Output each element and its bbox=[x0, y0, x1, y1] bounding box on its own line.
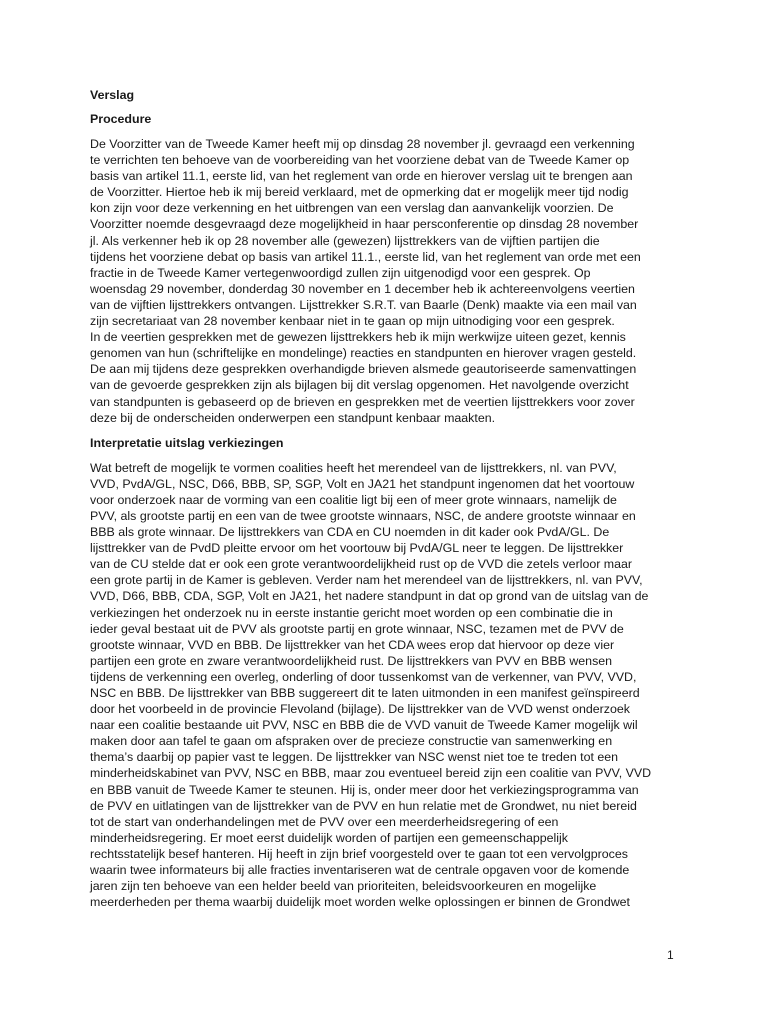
text-line: basis van artikel 11.1, eerste lid, van het reglement van orde en hierover verslag uit te brengen aan bbox=[90, 169, 633, 184]
paragraph-procedure bbox=[90, 136, 683, 426]
paragraph-interpretatie bbox=[90, 460, 683, 911]
document-title: Verslag bbox=[90, 88, 135, 102]
text-line: de Voorzitter. Hiertoe heb ik mij bereid verklaard, met de opmerking dat er mogelijk meer tijd nodig bbox=[90, 185, 629, 200]
text-line: VVD, D66, BBB, CDA, SGP, Volt en JA21, het nadere standpunt in dat op grond van de uitslag van de bbox=[90, 589, 649, 604]
section-heading-procedure: Procedure bbox=[90, 112, 152, 126]
text-line: en BBB vanuit de Tweede Kamer te steunen. Hij is, onder meer door het verkiezingsprogramma van bbox=[90, 782, 639, 797]
text-line: meerderheden per thema waarbij duidelijk moet worden welke oplossingen er binnen de Grondwet bbox=[90, 895, 630, 910]
text-line: een grote partij in de Kamer is gebleven. Verder nam het merendeel van de lijsttrekkers, nl. van PVV, bbox=[90, 573, 643, 588]
text-line: voor onderzoek naar de vorming van een coalitie ligt bij een of meer grote winnaars, namelijk de bbox=[90, 492, 617, 507]
text-line: thema’s daarbij op papier vast te leggen. De lijsttrekker van NSC wenst niet toe te treden tot een bbox=[90, 750, 619, 765]
text-line: van de vijftien lijsttrekkers ontvangen. Lijsttrekker S.R.T. van Baarle (Denk) maakte via een mail van bbox=[90, 297, 637, 312]
text-line: minderheidsregering. Er moet eerst duidelijk worden of partijen een gemeenschappelijk bbox=[90, 830, 568, 845]
text-line: Voorzitter noemde desgevraagd deze mogelijkheid in haar persconferentie op dinsdag 28 november bbox=[90, 217, 639, 232]
text-line: partijen een grote en zware verantwoordelijkheid rust. De lijsttrekkers van PVV en BBB wensen bbox=[90, 653, 613, 668]
text-line: ieder geval bestaat uit de PVV als grootste partij en grote winnaar, NSC, tezamen met de PVV de bbox=[90, 621, 624, 636]
text-line: BBB als grote winnaar. De lijsttrekkers van CDA en CU noemden in dit kader ook PvdA/GL. De bbox=[90, 525, 610, 540]
text-line: tijdens de verkenning een overleg, onderling of door tussenkomst van de verkenner, van PVV, VVD, bbox=[90, 669, 637, 684]
text-line: NSC en BBB. De lijsttrekker van BBB suggereert dit te laten uitmonden in een manifest geïnspireerd bbox=[90, 686, 640, 700]
text-line: van standpunten is gebaseerd op de brieven en gesprekken met de veertien lijsttrekkers voor zover bbox=[90, 394, 635, 409]
document-page bbox=[90, 86, 683, 910]
text-line: fractie in de Tweede Kamer vertegenwoordigd zullen zijn uitgenodigd voor een gesprek. Op bbox=[90, 265, 591, 280]
text-line: tijdens het voorziene debat op basis van artikel 11.1., eerste lid, van het reglement van orde met een bbox=[90, 249, 641, 264]
text-line: de PVV en uitlatingen van de lijsttrekker van de PVV en hun relatie met de Grondwet, nu niet bereid bbox=[90, 798, 637, 813]
text-line: De aan mij tijdens deze gesprekken overhandigde brieven alsmede geautoriseerde samenvattingen bbox=[90, 362, 637, 377]
text-line: rechtsstatelijk besef hanteren. Hij heeft in zijn brief voorgesteld over te gaan tot een vervolgproces bbox=[90, 846, 628, 861]
text-line: grootste winnaar, VVD en BBB. De lijsttrekker van het CDA wees erop dat hiervoor op deze vier bbox=[90, 637, 615, 652]
text-line: van de CU stelde dat er ook een grote verantwoordelijkheid rust op de VVD die zetels verloor maar bbox=[90, 557, 633, 572]
text-line: De Voorzitter van de Tweede Kamer heeft mij op dinsdag 28 november jl. gevraagd een verkenning bbox=[90, 137, 635, 151]
text-line: zijn secretariaat van 28 november kenbaar niet in te gaan op mijn uitnodiging voor een gesprek. bbox=[90, 314, 615, 329]
text-line: naar een coalitie bestaande uit PVV, NSC en BBB die de VVD vanuit de Tweede Kamer mogelijk wil bbox=[90, 718, 638, 733]
text-line: tot de start van onderhandelingen met de PVV over een meerderheidsregering of een bbox=[90, 814, 559, 829]
text-line: Wat betreft de mogelijk te vormen coalities heeft het merendeel van de lijsttrekkers, nl. van PVV, bbox=[90, 460, 617, 475]
text-line: PVV, als grootste partij en een van de twee grootste winnaars, NSC, de andere grootste winnaar en bbox=[90, 508, 636, 523]
text-line: kon zijn voor deze verkenning en het uitbrengen van een verslag dan aanvankelijk voorzien. De bbox=[90, 201, 614, 216]
text-line: te verrichten ten behoeve van de voorbereiding van het voorziene debat van de Tweede Kamer op bbox=[90, 153, 630, 168]
text-line: deze bij de onderscheiden onderwerpen een standpunt kenbaar maakten. bbox=[90, 410, 496, 425]
page-number: 1 bbox=[667, 948, 674, 962]
text-line: jaren zijn ten behoeve van een helder beeld van prioriteiten, beleidsvoorkeuren en mogelijke bbox=[90, 879, 597, 894]
text-line: waarin twee informateurs bij alle fracties inventariseren wat de centrale opgaven voor de komende bbox=[90, 863, 630, 878]
text-line: lijsttrekker van de PvdD pleitte ervoor om het voortouw bij PvdA/GL neer te leggen. De lijsttrekker bbox=[90, 541, 624, 556]
text-line: In de veertien gesprekken met de gewezen lijsttrekkers heb ik mijn werkwijze uiteen gezet, kennis bbox=[90, 330, 626, 345]
text-line: minderheidskabinet van PVV, NSC en BBB, maar zou eventueel bereid zijn een coalitie van PVV, VVD bbox=[90, 766, 652, 781]
text-line: maken door aan tafel te gaan om afspraken over de precieze constructie van samenwerking en bbox=[90, 734, 613, 749]
text-line: jl. Als verkenner heb ik op 28 november alle (gewezen) lijsttrekkers van de vijftien partijen die bbox=[90, 233, 600, 248]
text-line: door het voorbeeld in de provincie Flevoland (bijlage). De lijsttrekker van de VVD wenst onderzoek bbox=[90, 702, 630, 717]
text-line: verkiezingen het onderzoek nu in eerste instantie gericht moet worden op een combinatie die in bbox=[90, 605, 613, 620]
text-line: VVD, PvdA/GL, NSC, D66, BBB, SP, SGP, Volt en JA21 het standpunt ingenomen dat het voortouw bbox=[90, 476, 635, 491]
section-heading-interpretatie: Interpretatie uitslag verkiezingen bbox=[90, 435, 284, 450]
text-line: woensdag 29 november, donderdag 30 november en 1 december heb ik achtereenvolgens veertien bbox=[90, 281, 635, 296]
text-line: van de gevoerde gesprekken zijn als bijlagen bij dit verslag opgenomen. Het navolgende overzicht bbox=[90, 378, 629, 393]
text-line: genomen van hun (schriftelijke en mondelinge) reacties en standpunten en hierover vragen gesteld. bbox=[90, 346, 637, 361]
